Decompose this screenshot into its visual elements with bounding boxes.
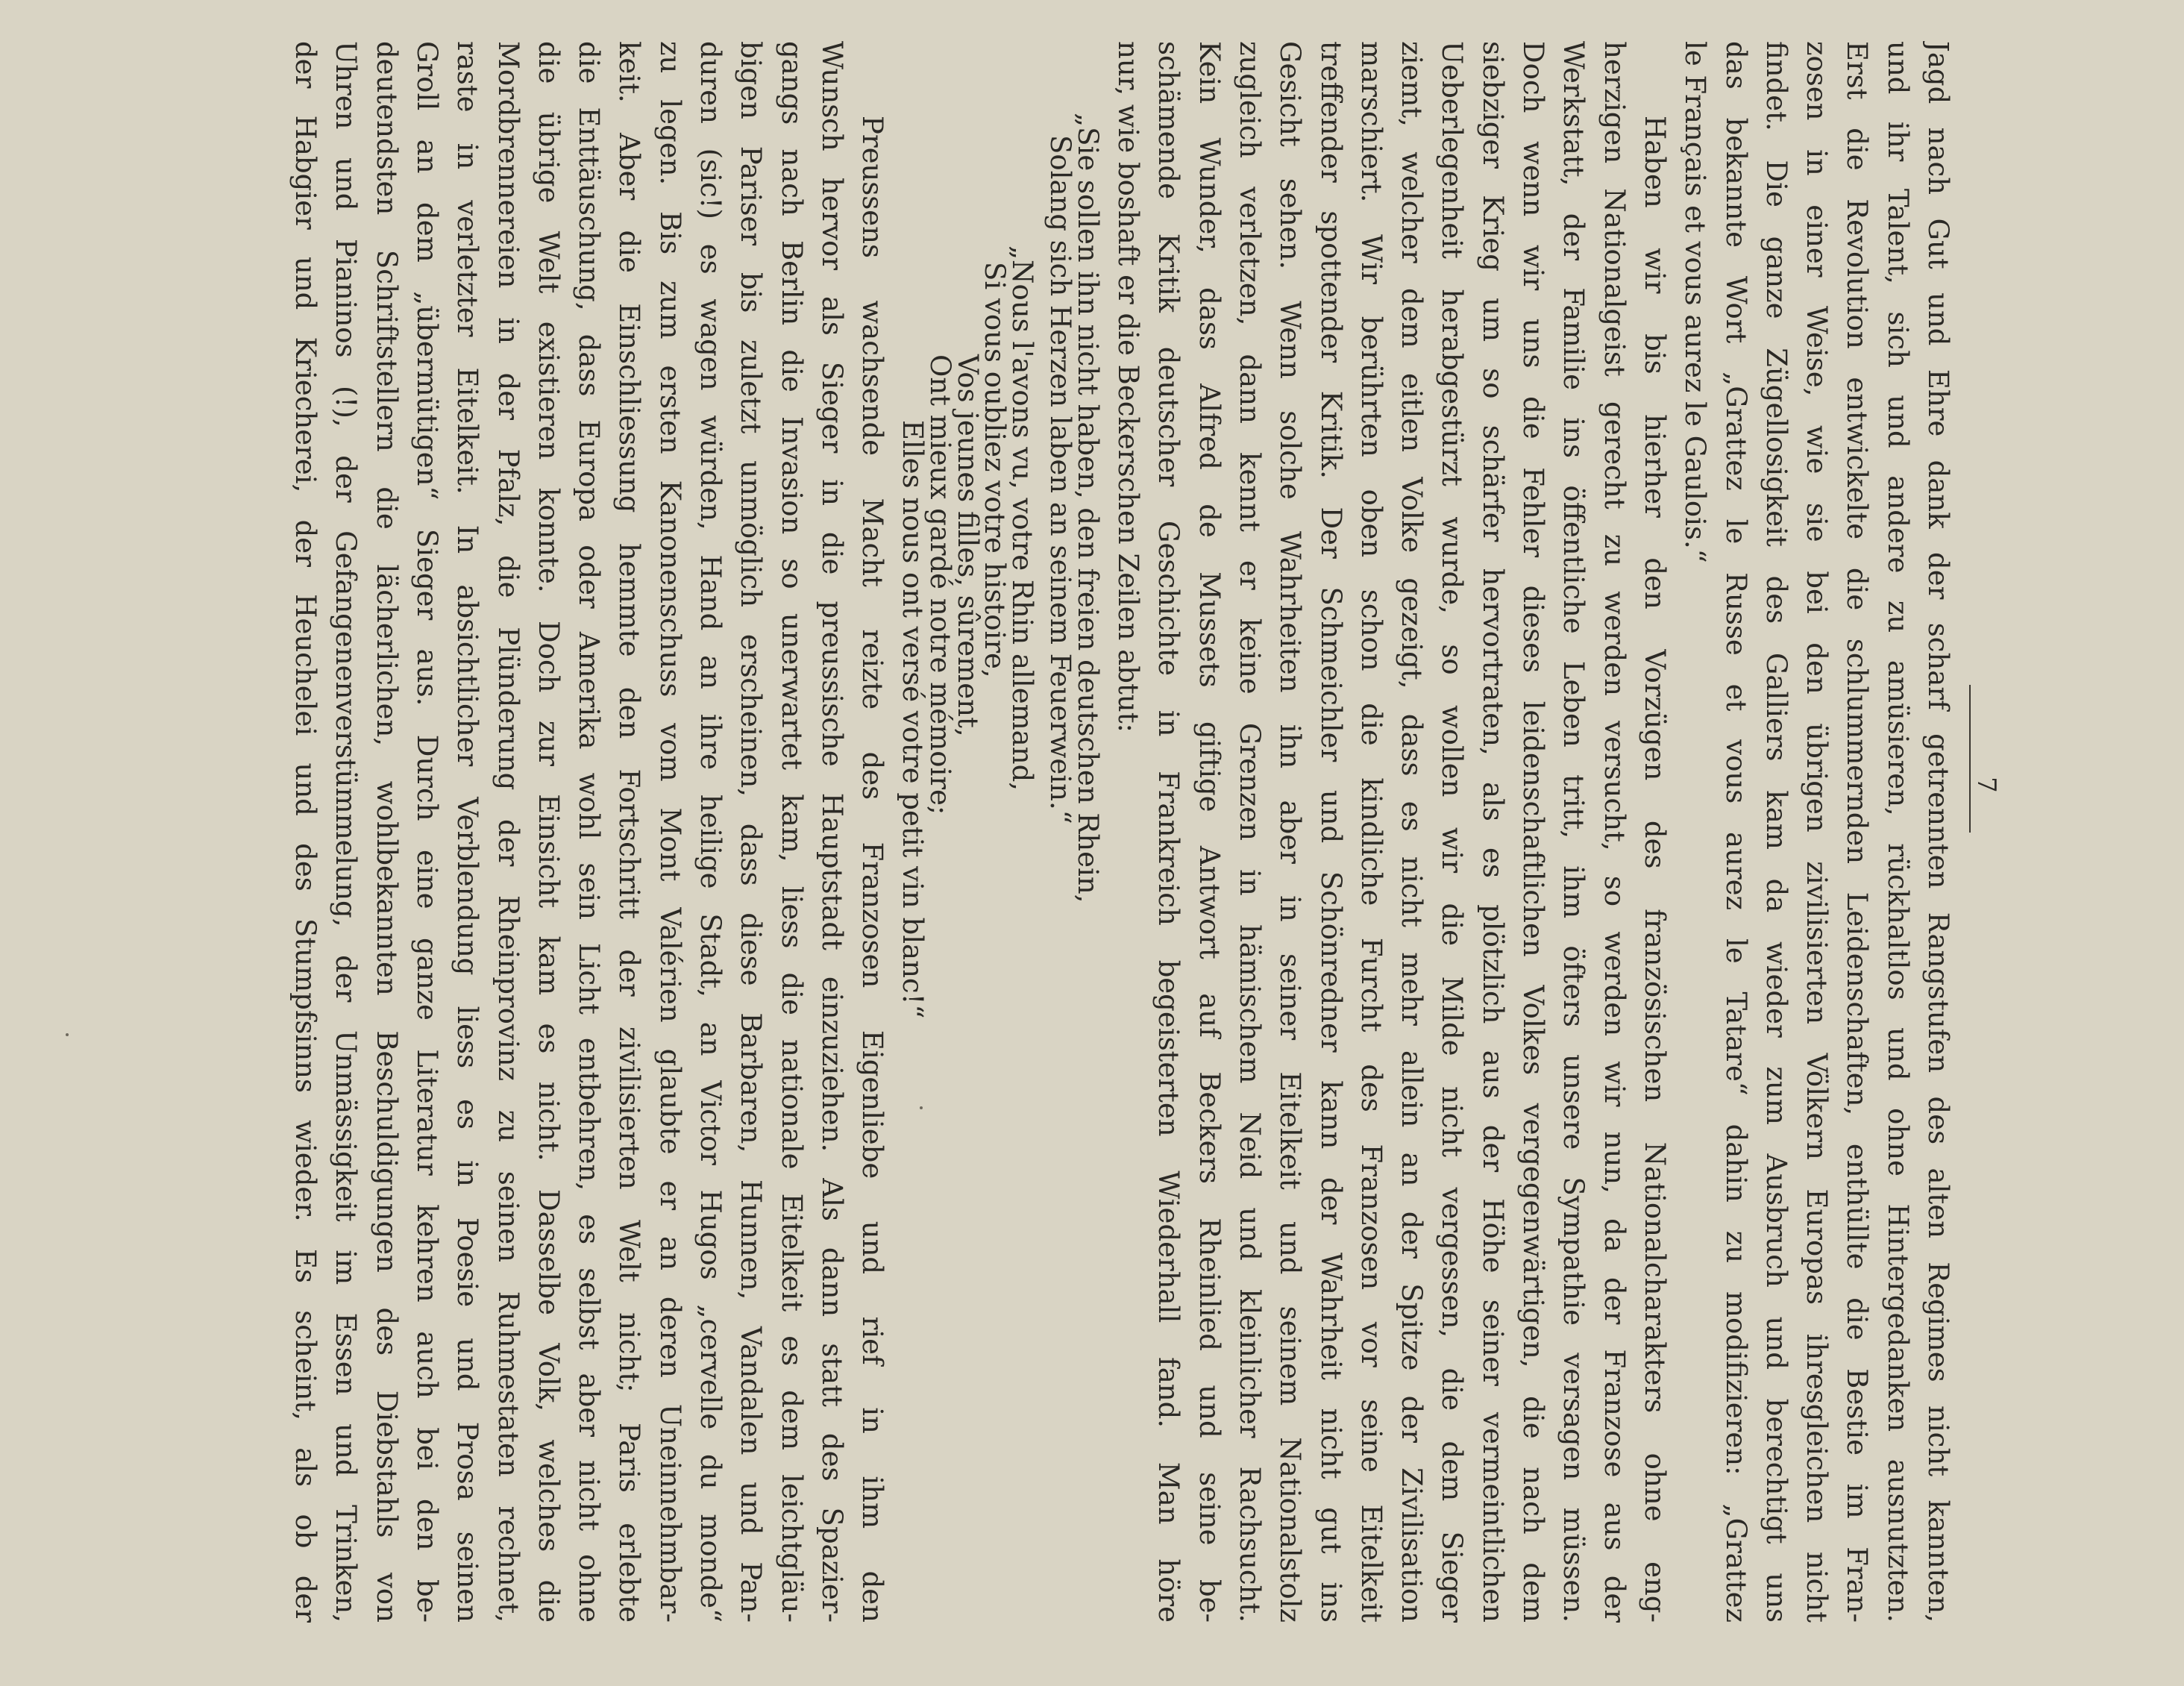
text-line: Doch wenn wir uns die Fehler dieses leidenschaftlichen Volkes vergegenwärtigen, die nach dem bbox=[1517, 41, 1550, 1623]
text-line: zugleich verletzen, dann kennt er keine Grenzen in hämischem Neid und kleinlicher Rachsucht. bbox=[1233, 41, 1266, 1623]
text-line: Haben wir bis hierher den Vorzügen des französischen Nationalcharakters ohne eng- bbox=[1638, 116, 1671, 1623]
verse-line: Solang sich Herzen laben an seinem Feuerwein.“ bbox=[1044, 135, 1076, 824]
german-verse-quote bbox=[1044, 41, 1104, 1623]
verse-line: Ont mieux gardé notre mémoire; bbox=[923, 354, 956, 815]
text-line: Ueberlegenheit herabgestürzt wurde, so wollen wir die Milde nicht vergessen, die dem Sieger bbox=[1436, 41, 1469, 1623]
text-line: marschiert. Wir berührten oben schon die kindliche Furcht des Franzosen vor seine Eitelkeit bbox=[1355, 41, 1387, 1623]
text-line: zosen in einer Weise, wie sie bei den übrigen zivilisierten Völkern Europas ihresgleichen nicht bbox=[1801, 41, 1833, 1623]
text-line: gangs nach Berlin die Invasion so unerwartet kam, liess die nationale Eitelkeit es dem leichtgläu- bbox=[775, 41, 808, 1623]
text-line: nur, wie boshaft er die Beckerschen Zeilen abtut: bbox=[1112, 41, 1145, 733]
text-line: schämende Kritik deutscher Geschichte in Frankreich begeisterten Wiederhall fand. Man höre bbox=[1152, 41, 1185, 1623]
text-line: Wunsch hervor als Sieger in die preussische Hauptstadt einzuziehen. Als dann statt des Spazier- bbox=[815, 41, 848, 1623]
paragraph-3 bbox=[285, 41, 892, 1623]
text-line: treffender spottender Kritik. Der Schmeichler und Schönredner kann der Wahrheit nicht gut ins bbox=[1314, 41, 1347, 1623]
text-line: Uhren und Pianinos (!), der Gefangenenverstümmelung, der Unmässigkeit im Essen und Trinken, bbox=[330, 41, 363, 1623]
text-line: herzigen Nationalgeist gerecht zu werden versucht, so werden wir nun, da der Franzose aus der bbox=[1598, 41, 1631, 1623]
verse-line: Elles nous ont versé votre petit vin blanc!“ bbox=[896, 420, 929, 1019]
text-line: le Français et vous aurez le Gaulois.“ bbox=[1679, 41, 1712, 563]
text-line: keit. Aber die Einschliessung hemmte den Fortschritt der zivilisierten Welt nicht; Paris erlebte bbox=[613, 41, 646, 1623]
header-rule bbox=[1969, 685, 1971, 833]
text-line: Jagd nach Gut und Ehre dank der scharf getrennten Rangstufen des alten Regimes nicht kannten, bbox=[1922, 41, 1954, 1623]
text-line: der Habgier und Kriecherei, der Heuchelei und des Stumpfsinns wieder. Es scheint, als ob der bbox=[289, 41, 322, 1623]
text-line: Preussens wachsende Macht reizte des Franzosen Eigenliebe und rief in ihm den bbox=[856, 116, 889, 1623]
text-line: Groll an dem „übermütigen“ Sieger aus. Durch eine ganze Literatur kehren auch bei den be- bbox=[410, 41, 443, 1623]
text-line: Kein Wunder, dass Alfred de Mussets giftige Antwort auf Beckers Rheinlied und seine be- bbox=[1193, 41, 1226, 1623]
text-line: zu legen. Bis zum ersten Kanonenschuss vom Mont Valérien glaubte er an deren Uneinnehmbar- bbox=[653, 41, 686, 1623]
text-line: das bekannte Wort „Grattez le Russe et vous aurez le Tatare“ dahin zu modifizieren: „Grattez bbox=[1719, 41, 1752, 1623]
french-verse-quote bbox=[896, 41, 1039, 1623]
text-line: findet. Die ganze Zügellosigkeit des Galliers kam da wieder zum Ausbruch und berechtigt uns bbox=[1760, 41, 1792, 1623]
page-number: 7 bbox=[1971, 777, 2001, 793]
text-body bbox=[285, 41, 1958, 1623]
text-line: die übrige Welt existieren konnte. Doch zur Einsicht kam es nicht. Dasselbe Volk, welches die bbox=[532, 41, 565, 1623]
verse-line: „Nous l'avons vu, votre Rhin allemand, bbox=[1006, 245, 1039, 792]
paragraph-2 bbox=[1108, 41, 1675, 1623]
text-line: Erst die Revolution entwickelte die schlummernden Leidenschaften, enthüllte die Bestie im Fran- bbox=[1841, 41, 1874, 1623]
text-line: bigen Pariser bis zuletzt unmöglich erscheinen, dass diese Barbaren, Hunnen, Vandalen und Pan- bbox=[735, 41, 768, 1623]
text-line: Werkstatt, der Familie ins öffentliche Leben tritt, ihm öfters unsere Sympathie versagen müssen. bbox=[1557, 41, 1590, 1623]
text-line: deutendsten Schriftstellern die lächerlichen, wohlbekannten Beschuldigungen des Diebstahls von bbox=[370, 41, 403, 1623]
text-line: und ihr Talent, sich und andere zu amüsieren, rückhaltlos und ohne Hintergedanken ausnutzten. bbox=[1881, 41, 1914, 1623]
text-line: die Enttäuschung, dass Europa oder Amerika wohl sein Licht entbehren, es selbst aber nicht ohne bbox=[573, 41, 606, 1623]
verse-line: Si vous oubliez votre histoire, bbox=[979, 262, 1011, 678]
paper-speck bbox=[66, 1033, 69, 1036]
text-line: siebziger Krieg um so schärfer hervortraten, als es plötzlich aus der Höhe seiner vermeintlichen bbox=[1476, 41, 1509, 1623]
rotated-page-content bbox=[198, 41, 1958, 1623]
verse-line: „Sie sollen ihn nicht haben, den freien deutschen Rhein, bbox=[1071, 113, 1104, 903]
text-line: Mordbrennereien in der Pfalz, die Plünderung der Rheinprovinz zu seinen Ruhmestaten rechnet, bbox=[492, 41, 524, 1623]
verse-line: Vos jeunes filles, sûrement, bbox=[951, 354, 984, 737]
text-line: ziemt, welcher dem eitlen Volke gezeigt, dass es nicht mehr allein an der Spitze der Zivilisation bbox=[1396, 41, 1428, 1623]
text-line: Gesicht sehen. Wenn solche Wahrheiten ihn aber in seiner Eitelkeit und seinem Nationalstolz bbox=[1274, 41, 1307, 1623]
paragraph-1 bbox=[1675, 41, 1958, 1623]
text-line: duren (sic!) es wagen würden, Hand an ihre heilige Stadt, an Victor Hugos „cervelle du monde“ bbox=[694, 41, 727, 1623]
text-line: raste in verletzter Eitelkeit. In absichtlicher Verblendung liess es in Poesie und Prosa seinen bbox=[451, 41, 484, 1623]
